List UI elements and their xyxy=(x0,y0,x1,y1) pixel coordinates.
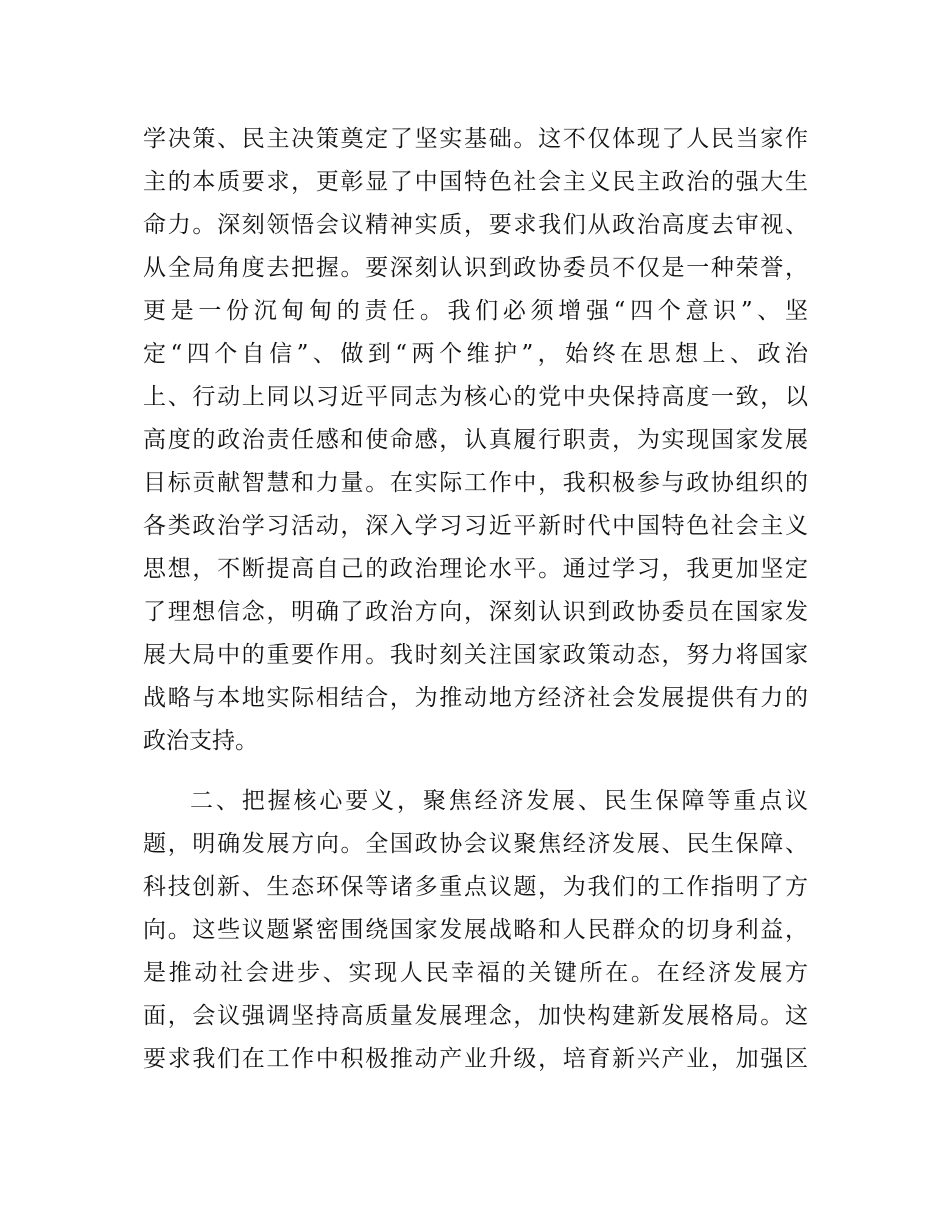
paragraph-1 xyxy=(143,118,808,763)
text-line: 战略与本地实际相结合，为推动地方经济社会发展提供有力的 xyxy=(143,685,808,711)
text-line: 政治支持。 xyxy=(143,728,258,754)
text-line: 了理想信念，明确了政治方向，深刻认识到政协委员在国家发 xyxy=(143,599,808,625)
text-line: 从全局角度去把握。要深刻认识到政协委员不仅是一种荣誉， xyxy=(143,255,808,281)
text-line: 上、行动上同以习近平同志为核心的党中央保持高度一致，以 xyxy=(143,384,808,410)
text-line: 目标贡献智慧和力量。在实际工作中，我积极参与政协组织的 xyxy=(143,470,808,496)
paragraph-2 xyxy=(143,780,808,1081)
text-line: 定“四个自信”、做到“两个维护”，始终在思想上、政治 xyxy=(143,341,808,367)
text-line: 向。这些议题紧密围绕国家发展战略和人民群众的切身利益， xyxy=(143,917,808,943)
text-line: 展大局中的重要作用。我时刻关注国家政策动态，努力将国家 xyxy=(143,642,808,668)
text-line: 命力。深刻领悟会议精神实质，要求我们从政治高度去审视、 xyxy=(143,212,808,238)
text-line: 题，明确发展方向。全国政协会议聚焦经济发展、民生保障、 xyxy=(143,831,808,857)
text-line: 思想，不断提高自己的政治理论水平。通过学习，我更加坚定 xyxy=(143,556,808,582)
text-line: 二、把握核心要义，聚焦经济发展、民生保障等重点议 xyxy=(190,788,808,814)
text-line: 高度的政治责任感和使命感，认真履行职责，为实现国家发展 xyxy=(143,427,808,453)
text-line: 科技创新、生态环保等诸多重点议题，为我们的工作指明了方 xyxy=(143,874,808,900)
text-line: 是推动社会进步、实现人民幸福的关键所在。在经济发展方 xyxy=(143,960,808,986)
text-line: 学决策、民主决策奠定了坚实基础。这不仅体现了人民当家作 xyxy=(143,126,808,152)
text-line: 要求我们在工作中积极推动产业升级，培育新兴产业，加强区 xyxy=(143,1046,808,1072)
text-line: 面，会议强调坚持高质量发展理念，加快构建新发展格局。这 xyxy=(143,1003,808,1029)
text-line: 各类政治学习活动，深入学习习近平新时代中国特色社会主义 xyxy=(143,513,808,539)
text-line: 更是一份沉甸甸的责任。我们必须增强“四个意识”、坚 xyxy=(143,298,808,324)
text-line: 主的本质要求，更彰显了中国特色社会主义民主政治的强大生 xyxy=(143,169,808,195)
